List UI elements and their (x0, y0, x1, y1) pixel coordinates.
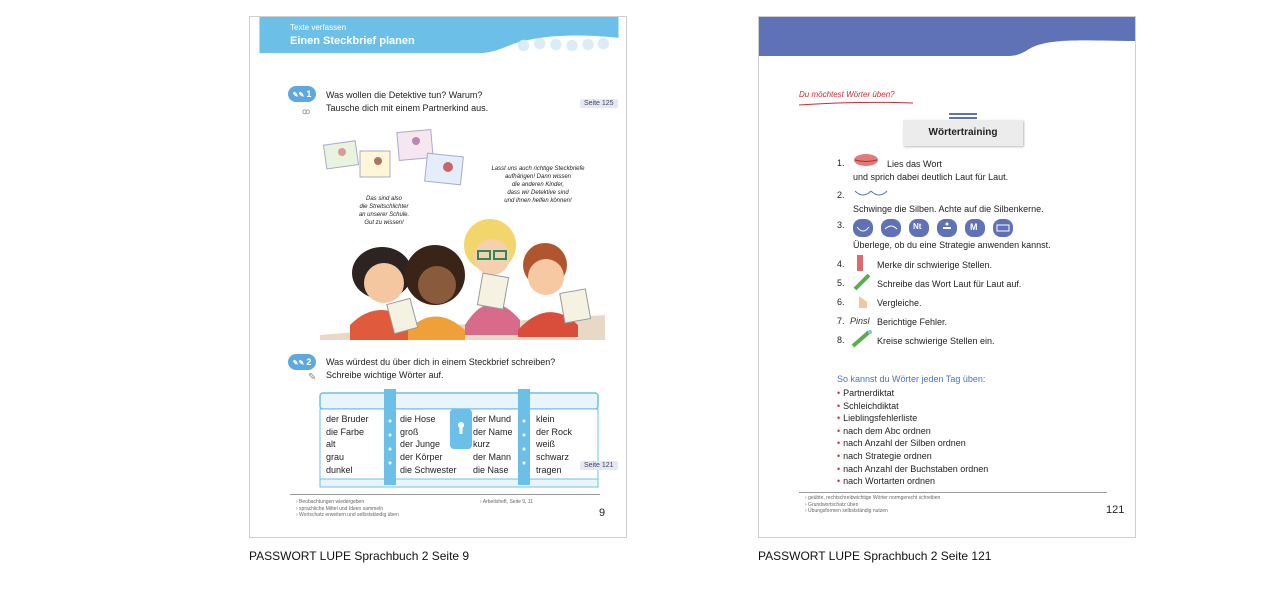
task-2-page-ref: Seite 121 (580, 461, 618, 470)
step-number: 3. (837, 220, 845, 230)
word-column-1: der Bruder die Farbe alt grau dunkel (326, 414, 369, 475)
step-number: 7. (837, 316, 845, 326)
step-number: 2. (837, 190, 845, 200)
training-card-title: Wörtertraining (903, 120, 1023, 146)
task-2-badge: ✎✎ 2 (288, 354, 316, 370)
step-8-text: Kreise schwierige Stellen ein. (877, 336, 995, 346)
list-item: • nach Strategie ordnen (837, 450, 932, 461)
caption-right: PASSWORT LUPE Sprachbuch 2 Seite 121 (758, 549, 992, 563)
task-1-page-ref: Seite 125 (580, 99, 618, 108)
footer-divider (799, 492, 1107, 493)
step-number: 1. (837, 158, 845, 168)
green-marker-icon (851, 330, 873, 348)
step-number: 5. (837, 278, 845, 288)
mouth-icon (853, 153, 879, 167)
step-5-text: Schreibe das Wort Laut für Laut auf. (877, 279, 1022, 289)
step-2-text: Schwinge die Silben. Achte auf die Silbenkerne. (853, 204, 1044, 214)
page-121 (758, 16, 1136, 538)
page-title: Einen Steckbrief planen (290, 35, 415, 47)
syllable-arcs-icon (853, 189, 889, 199)
step-number: 8. (837, 335, 845, 345)
task-1-text: Was wollen die Detektive tun? Warum? Tausche dich mit einem Partnerkind aus. (326, 90, 489, 113)
speech-bubble-right: Lasst uns auch richtige Steckbriefe aufhängen! Dann wissen die anderen Kinder, dass wir Detektive sind und ihnen helfen können! (491, 166, 585, 204)
step-number: 6. (837, 297, 845, 307)
red-underline (797, 101, 917, 107)
speech-bubble-left: Das sind also die Streitschlichter an unserer Schule. Gut zu wissen! (358, 196, 410, 226)
strategy-m-icon: M (970, 222, 978, 232)
marker-icon (855, 255, 865, 273)
pencil-icon (853, 273, 871, 291)
detectives-illustration (320, 125, 620, 355)
step-1-text: Lies das Wort (887, 159, 942, 169)
page-number: 121 (1106, 504, 1125, 516)
header-banner (759, 17, 1136, 57)
task-1-badge: ✎✎ 1 (288, 86, 316, 102)
footer-divider (290, 494, 600, 495)
list-item: • nach dem Abc ordnen (837, 425, 931, 436)
section-title: Du möchtest Wörter üben? (799, 90, 895, 99)
word-column-2: die Hose groß der Junge der Körper die Schwester (400, 414, 457, 475)
list-item: • Schleichdiktat (837, 400, 899, 411)
step-6-text: Vergleiche. (877, 298, 922, 308)
step-number: 4. (837, 259, 845, 269)
practice-title: So kannst du Wörter jeden Tag üben: (837, 374, 986, 384)
strategy-icons (853, 219, 1013, 239)
word-column-4: klein der Rock weiß schwarz tragen (536, 414, 573, 475)
footer-workbook-ref: › Arbeitsheft, Seite 9, 11 (480, 499, 533, 505)
page-9 (249, 16, 627, 538)
list-item: • nach Anzahl der Buchstaben ordnen (837, 463, 989, 474)
footer-competencies: › geübte, rechtschreibwichtige Wörter normgerecht schreiben › Grundwortschatz üben › Übungsformen selbstständig nutzen (805, 495, 941, 514)
word-column-3: der Mund der Name kurz der Mann die Nase (473, 414, 513, 475)
caption-left: PASSWORT LUPE Sprachbuch 2 Seite 9 (249, 549, 470, 563)
step-3-text: Überlege, ob du eine Strategie anwenden kannst. (853, 240, 1051, 250)
list-item: • Lieblingsfehlerliste (837, 413, 918, 424)
strategy-nt-icon: Nt (913, 222, 922, 231)
hand-icon (855, 294, 869, 310)
pencil-icon: ✎ (308, 372, 317, 383)
step-7-text: Berichtige Fehler. (877, 317, 948, 327)
header-subtitle: Texte verfassen (290, 23, 347, 32)
task-2-text: Was würdest du über dich in einem Steckbrief schreiben? Schreibe wichtige Wörter auf. (326, 357, 556, 380)
list-item: • nach Wortarten ordnen (837, 476, 936, 487)
list-item: • nach Anzahl der Silben ordnen (837, 438, 966, 449)
footer-competencies: › Beobachtungen wiedergeben › sprachliche Mittel und Ideen sammeln › Wortschatz erweitern und selbstständig üben (296, 499, 399, 518)
pinsl-icon: Pinsl (850, 316, 870, 326)
step-1-text-2: und sprich dabei deutlich Laut für Laut. (853, 172, 1009, 182)
practice-list (837, 387, 988, 488)
page-number: 9 (599, 507, 606, 519)
step-4-text: Merke dir schwierige Stellen. (877, 260, 993, 270)
partner-icon: ꝏ (302, 107, 311, 116)
list-item: • Partnerdiktat (837, 388, 895, 398)
